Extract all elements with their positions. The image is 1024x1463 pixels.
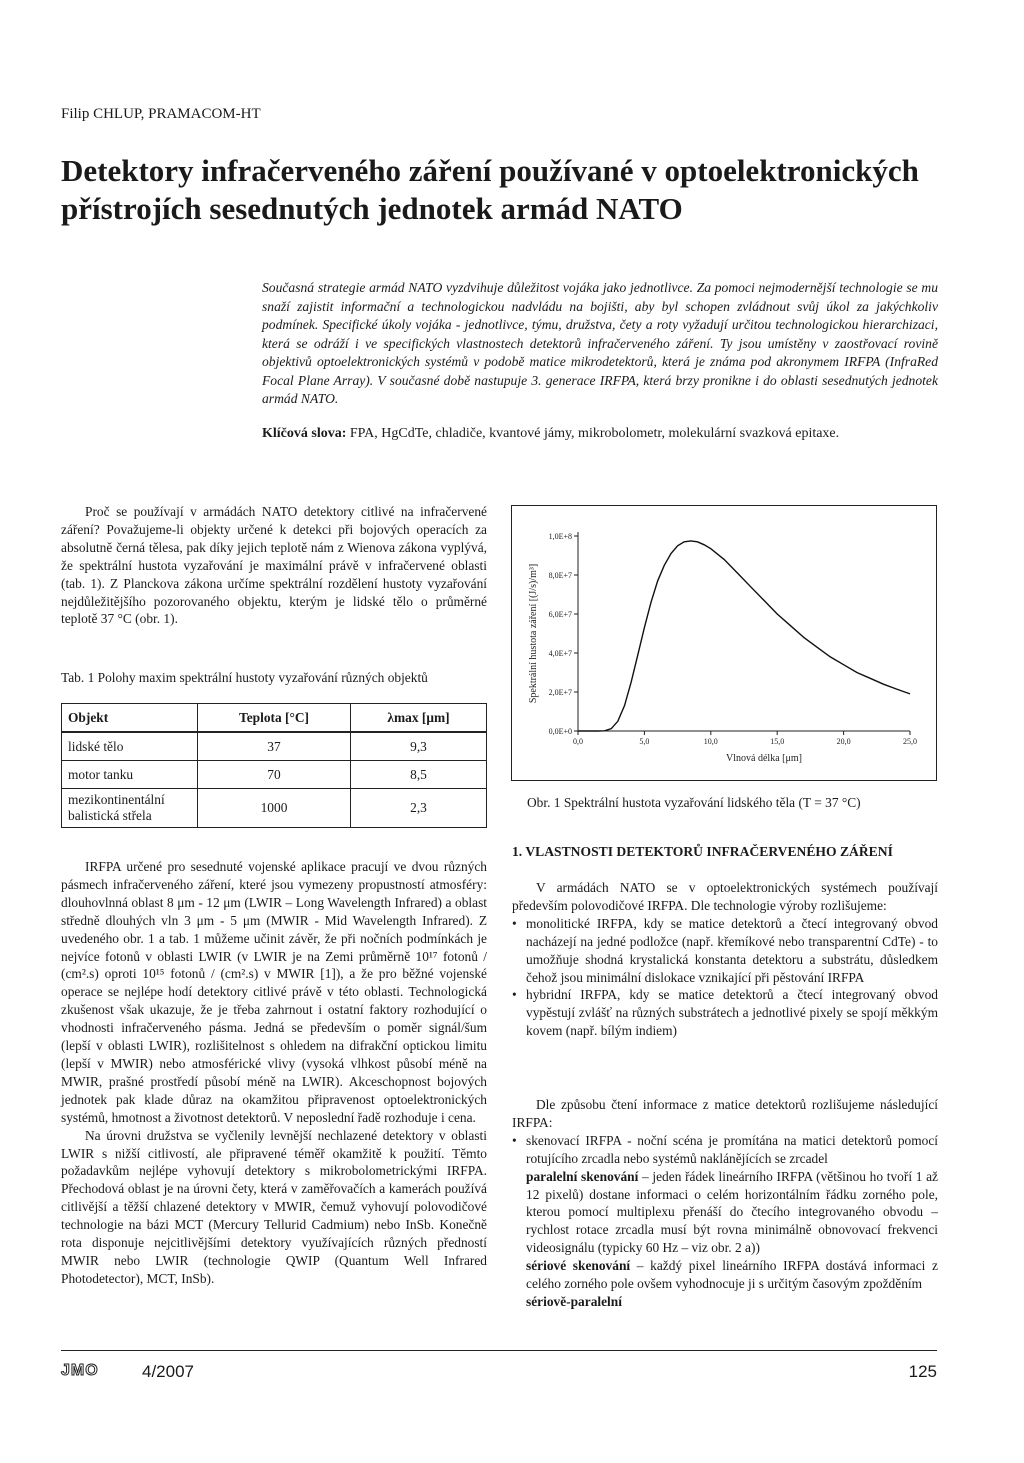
paragraph-text: IRFPA určené pro sesednuté vojenské aplikace pracují ve dvou různých pásmech infračerveného záření, které jsou vymezeny propustností atmosféry: dlouhovlnná oblast 8 μm - 12 μm (LWIR – Long Wavelength Infrared) a oblast středně dlouhých vln 3 μm - 5 μm (MWIR - Mid Wavelength Infrared). Z uvedeného obr. 1 a tab. 1 můžeme učinit závěr, že při nočních podmínkách je nejvíce fotonů v oblasti LWIR (v LWIR je na Zemi průměrně 10¹⁷ fotonů / (cm².s) oproti 10¹⁵ fotonů / (cm².s) v MWIR [1]), a že pro běžné vojenské operace se nejlépe hodí detektory citlivé právě v této oblasti. Technologická zkušenost však ukazuje, že je třeba zahrnout i ostatní faktory rozhodující o vhodnosti infračerveného pásma. Jedná se především o poměr signál/šum (lepší v oblasti LWIR), rozlišitelnost s ohledem na difrakční optickou limitu (lepší v MWIR) nebo atmosférické vlivy (vysoká vlhkost působí méně na MWIR, prašné prostředí působí méně na LWIR). Akceschopnost bojových jednotek pak klade důraz na okamžitou připravenost optoelektronických systémů, hmotnost a životnost detektorů. V neposlední řadě rozhoduje i cena. [61, 859, 487, 1125]
journal-logo: JMO [61, 1362, 99, 1379]
page-number: 125 [908, 1362, 937, 1381]
title-line-1: Detektory infračerveného záření používané v optoelektronických [61, 153, 919, 188]
keywords-label: Klíčová slova: [262, 426, 347, 441]
y-tick-label: 4,0E+7 [548, 649, 572, 658]
x-axis-label: Vlnová délka [μm] [726, 753, 802, 764]
spectral-density-chart [512, 506, 936, 780]
y-tick-label: 6,0E+7 [548, 610, 572, 619]
list-item [512, 1132, 938, 1311]
list-item: • hybridní IRFPA, kdy se matice detektorů a čtecí integrovaný obvod vypěstují zvlášť na různých substrátech a jednotlivé pixely se spojí měkkým kovem (např. bílým indiem) [512, 986, 938, 1040]
chart-ticks [549, 532, 917, 746]
paragraph-text: Na úrovni družstva se vyčlenily levnější nechlazené detektory v oblasti LWIR s nižší citlivostí, ale připravené téměř okamžitě k použití. Těmto požadavkům nejlépe vyhovují detektory s mikrobolometrickými IRFPA. Přechodová oblast je na úrovni čety, která v zaměřovačích a kamerách používá citlivější a těžší chlazené detektory v MWIR, čemuž vyhovují polovodičové technologie na bázi MCT (Mercury Tellurid Cadmium) nebo InSb. Konečně rota disponuje nejcitlivějšími detektory využívajících různých předností MWIR nebo LWIR (technologie QWIP (Quantum Well Infrared Photodetector), MCT, InSb). [61, 1127, 487, 1286]
right-section-2 [512, 1096, 938, 1311]
footer-divider [61, 1350, 937, 1351]
left-paragraph-1 [61, 503, 487, 628]
table-cell: 2,3 [351, 789, 487, 828]
paragraph-text: Proč se používají v armádách NATO detektory citlivé na infračervené záření? Považujeme-li objekty určené k detekci při bojových operacích za absolutně černá tělesa, pak díky jejich teplotě nám z Wienova zákona vyplývá, že spektrální hustota vyzařování je maximální právě v infračervené oblasti (tab. 1). Z Planckova zákona určíme spektrální rozdělení hustoty vyzařování nejdůležitějšího pozorovaného objektu, kterým je lidské tělo o průměrné teplotě 37 °C (obr. 1). [61, 504, 487, 627]
figure-caption: Obr. 1 Spektrální hustota vyzařování lidského těla (T = 37 °C) [527, 795, 861, 810]
y-tick-label: 2,0E+7 [548, 688, 572, 697]
table-cell: 9,3 [351, 732, 487, 761]
table-row [62, 789, 487, 828]
title-line-2: přístrojích sesednutých jednotek armád NATO [61, 191, 683, 226]
table-row [62, 761, 487, 789]
x-tick-label: 5,0 [639, 737, 650, 746]
y-tick-label: 8,0E+7 [548, 571, 572, 580]
serial-scan-text: – každý pixel lineárního IRFPA dostává informaci z celého zorného pole ovšem vyhodnocuje ji s určitým časovým zpožděním [526, 1258, 938, 1292]
table-cell: lidské tělo [62, 732, 198, 761]
x-tick-label: 0,0 [573, 737, 583, 746]
list-item: • monolitické IRFPA, kdy se matice detektorů a čtecí integrovaný obvod nacházejí na jedné podložce (např. křemíkové nebo transparentní CdTe) - to umožňuje shodná krystalická konstanta detektoru a substrátu, důsledkem čehož jsou minimální dislokace vznikající při pěstování IRFPA [512, 915, 938, 987]
issue-number: 4/2007 [142, 1362, 194, 1381]
keywords [262, 426, 952, 442]
right-section-1 [512, 879, 938, 1040]
table-cell: motor tanku [62, 761, 198, 789]
serial-parallel-label: sériově-paralelní [526, 1293, 622, 1309]
x-tick-label: 10,0 [703, 737, 718, 746]
y-axis-label: Spektrální hustota záření [(J/s)/m³] [528, 563, 539, 704]
table-cell: 70 [198, 761, 351, 789]
series-line [578, 541, 910, 731]
left-paragraphs [61, 858, 487, 1288]
serial-scan-label: sériové skenování [526, 1258, 631, 1274]
figure-chart [511, 505, 937, 781]
paragraph-text: V armádách NATO se v optoelektronických systémech používají především polovodičové IRFPA. Dle technologie výroby rozlišujeme: [512, 880, 938, 913]
y-tick-label: 1,0E+8 [548, 532, 572, 541]
keywords-text: FPA, HgCdTe, chladiče, kvantové jámy, mikrobolometr, molekulární svazková epitaxe. [346, 426, 840, 441]
y-tick-label: 0,0E+0 [548, 727, 572, 736]
x-tick-label: 20,0 [836, 737, 851, 746]
table-header: λmax [μm] [351, 704, 487, 733]
table-cell: 37 [198, 732, 351, 761]
table-header-row [62, 704, 487, 733]
technology-list [512, 915, 938, 1040]
table-cell: 8,5 [351, 761, 487, 789]
parallel-scan-label: paralelní skenování [526, 1168, 639, 1184]
table-cell: 1000 [198, 789, 351, 828]
table-caption: Tab. 1 Polohy maxim spektrální hustoty vyzařování různých objektů [61, 670, 428, 685]
parallel-scan-text: – jeden řádek lineárního IRFPA (většinou ho tvoří 1 až 12 pixelů) dostane informaci o celém horizontálním řádku zorného pole, kterou pomocí multiplexu přenáší do čtecího integrovaného obvodu – rychlost rotace zrcadla musí být rovna minimálně obnovovací frekvenci videosignálu (typicky 60 Hz – viz obr. 2 a)) [526, 1168, 939, 1256]
x-tick-label: 25,0 [903, 737, 917, 746]
chart-axes [578, 532, 910, 731]
data-table [61, 703, 487, 828]
section-heading: 1. VLASTNOSTI DETEKTORŮ INFRAČERVENÉHO ZÁŘENÍ [512, 844, 893, 859]
list-item-text: skenovací IRFPA - noční scéna je promítána na matici detektorů pomocí rotujícího zrcadla nebo systémů naklánějících se zrcadel [526, 1132, 938, 1166]
table-cell: mezikontinentální balistická střela [62, 789, 198, 828]
readout-list [512, 1132, 938, 1311]
table-header: Objekt [62, 704, 198, 733]
abstract: Současná strategie armád NATO vyzdvihuje důležitost vojáka jako jednotlivce. Za pomoci nejmodernější technologie se mu snaží zajistit informační a technologickou nadvládu na bojišti, aby byl schopen zvládnout svůj úkol za jakýchkoliv podmínek. Specifické úkoly vojáka - jednotlivce, týmu, družstva, čety a roty vyžadují určitou technologickou hierarchizaci, která se odráží i ve specifických vlastnostech detektorů infračerveného záření. Ty jsou umístěny v zaostřovací rovině objektivů optoelektronických systémů v podobě matice mikrodetektorů, která je známa pod akronymem IRFPA (InfraRed Focal Plane Array). V současné době nastupuje 3. generace IRFPA, která brzy pronikne i do oblasti sesednutých jednotek armád NATO. [262, 280, 938, 406]
x-tick-label: 15,0 [770, 737, 785, 746]
paragraph-text: Dle způsobu čtení informace z matice detektorů rozlišujeme následující IRFPA: [512, 1097, 938, 1130]
table-header: Teplota [°C] [198, 704, 351, 733]
table-row [62, 732, 487, 761]
article-title [61, 152, 961, 228]
author-line: Filip CHLUP, PRAMACOM-HT [61, 106, 261, 122]
